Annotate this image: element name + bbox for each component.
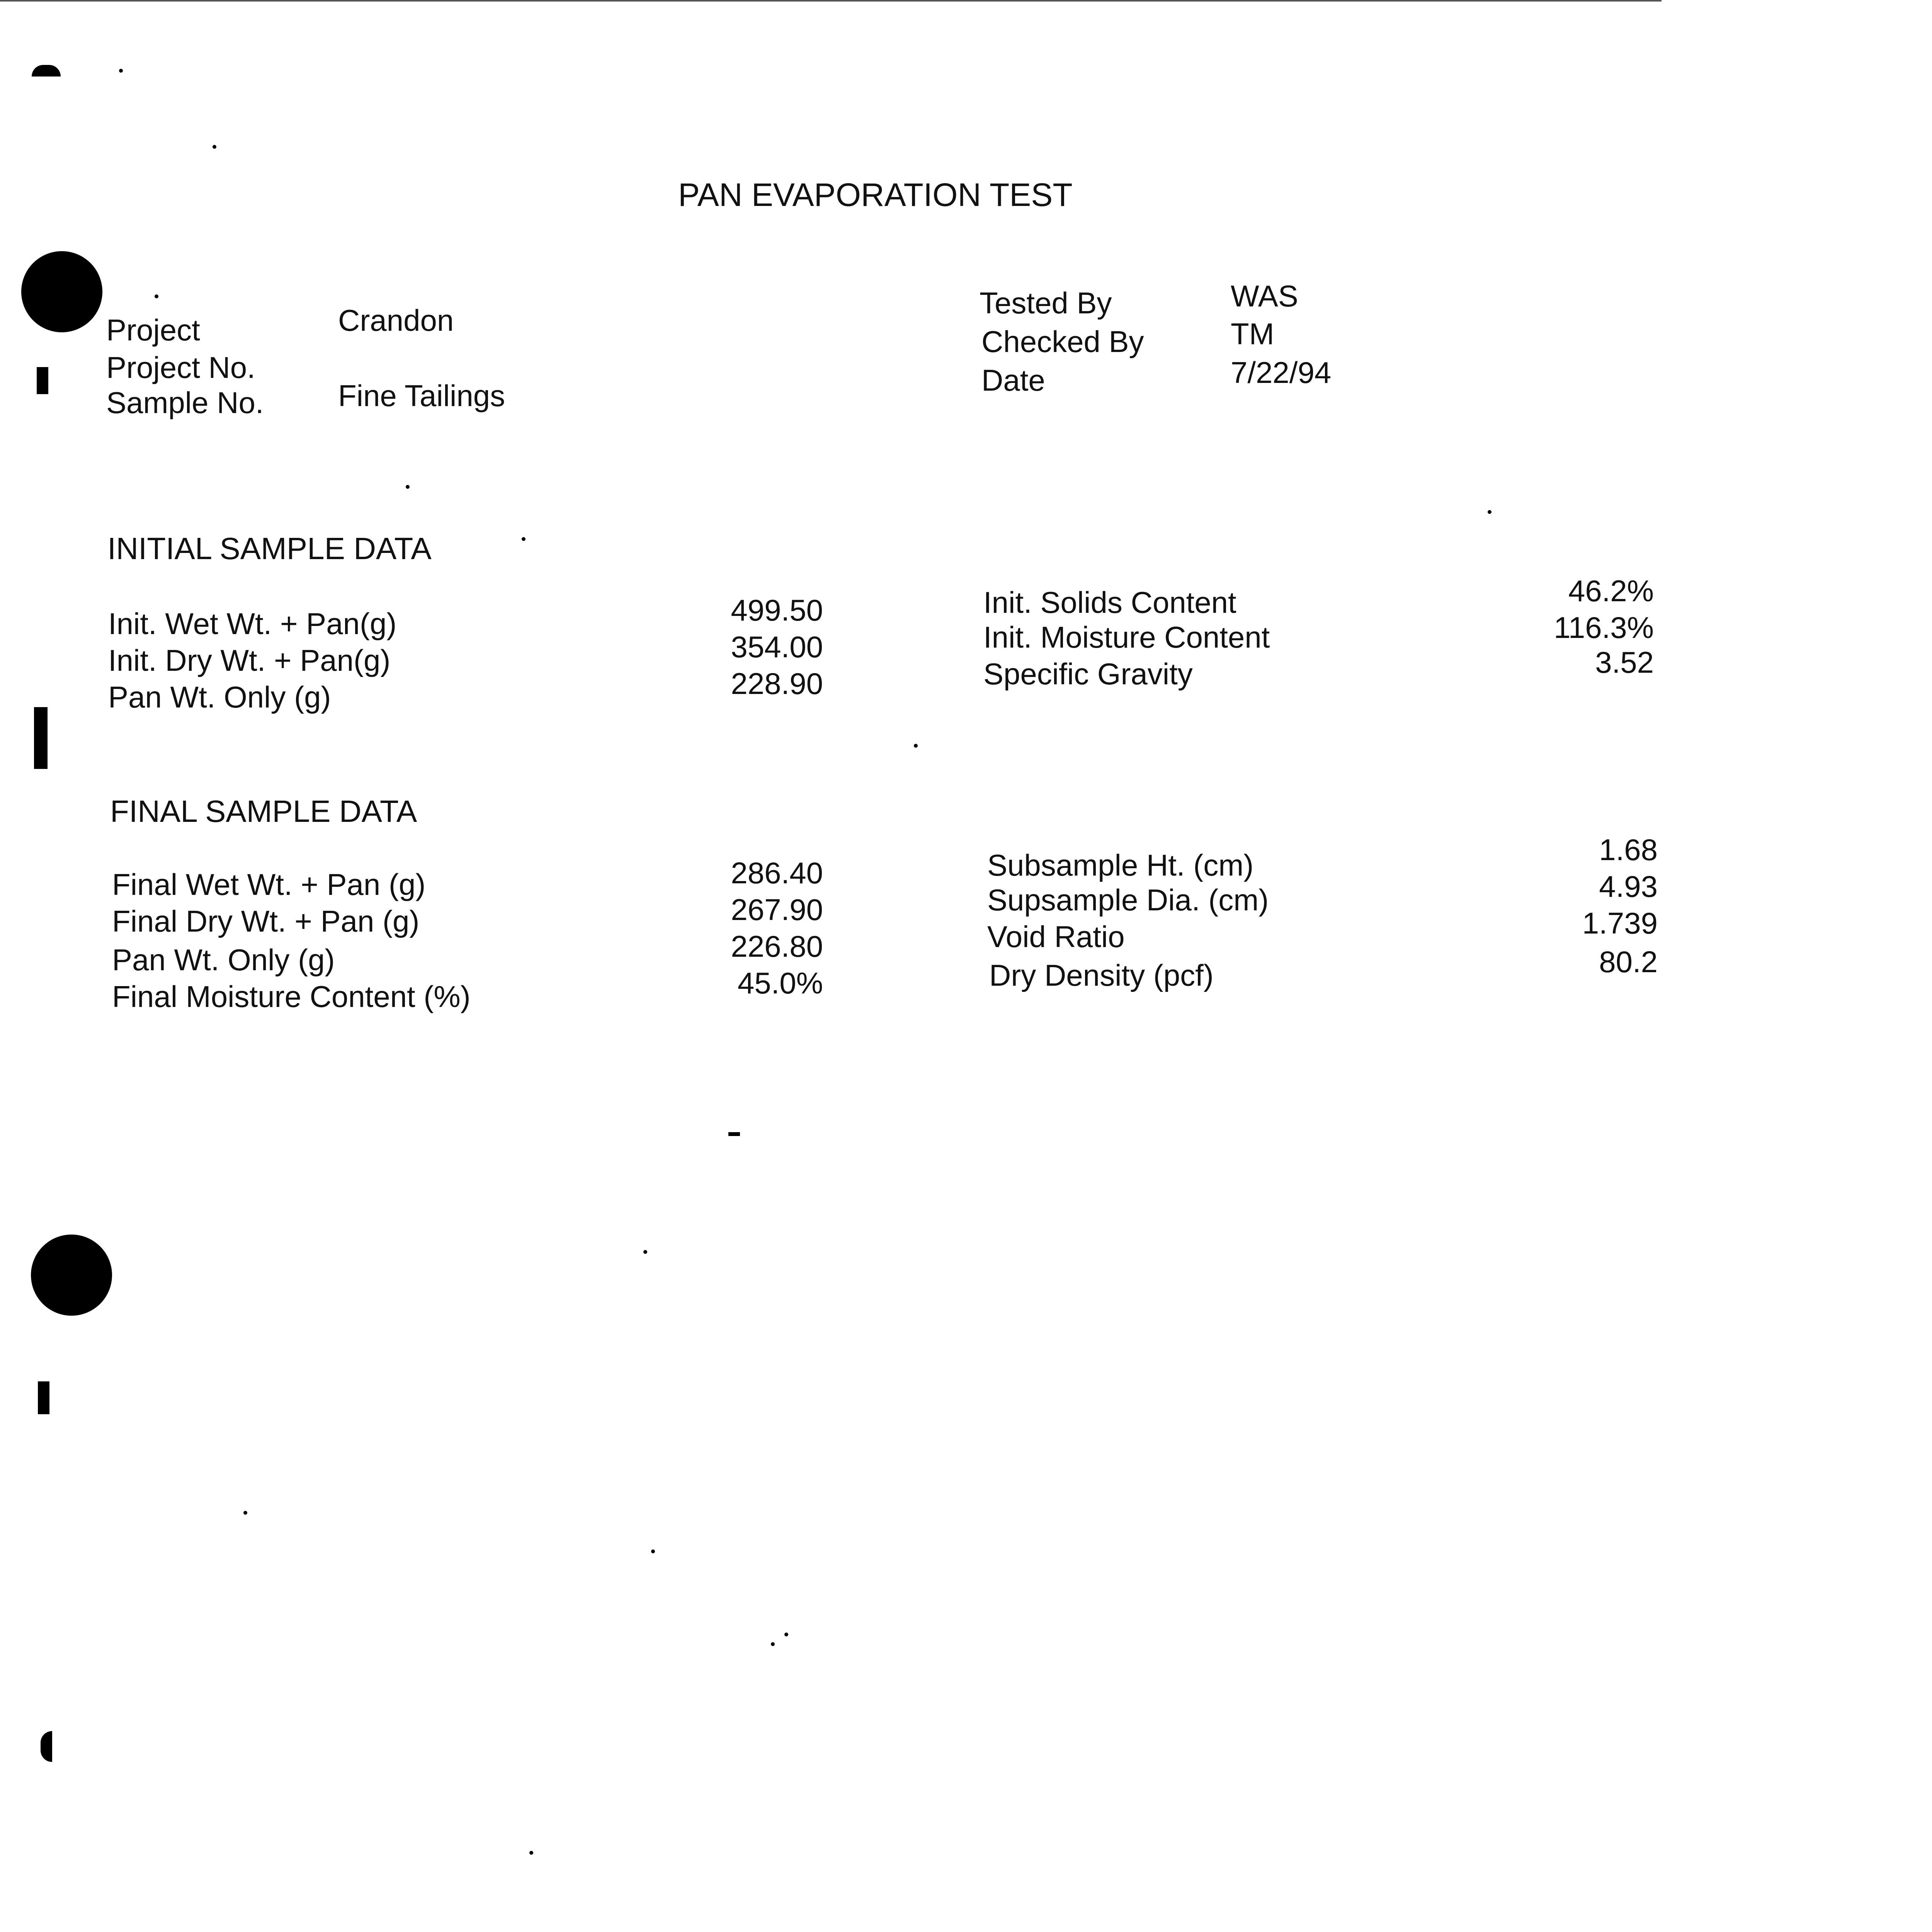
final-prop-value: 4.93 [1599,869,1658,903]
initial-row-value: 228.90 [731,667,823,701]
speck [522,537,526,541]
checked-by-value: TM [1231,317,1274,351]
initial-section-heading: INITIAL SAMPLE DATA [107,531,432,566]
speck [784,1633,788,1636]
checked-by-label: Checked By [981,325,1144,359]
final-row-label: Final Moisture Content (%) [112,980,471,1014]
speck [529,1851,533,1855]
final-prop-label: Supsample Dia. (cm) [987,883,1269,917]
final-row-value: 226.80 [731,929,823,963]
speck [406,485,410,489]
scan-mark [728,1132,740,1136]
scan-mark [41,1731,52,1762]
final-row-label: Final Dry Wt. + Pan (g) [112,904,420,938]
date-value: 7/22/94 [1231,355,1332,389]
punch-hole [31,1235,112,1316]
sample-no-label: Sample No. [106,386,264,420]
final-prop-label: Void Ratio [987,920,1125,954]
initial-prop-label: Init. Moisture Content [983,620,1270,654]
final-section-heading: FINAL SAMPLE DATA [110,794,417,828]
project-label: Project [106,313,200,347]
final-row-label: Final Wet Wt. + Pan (g) [112,867,426,901]
final-row-value: 45.0% [737,966,823,1000]
initial-prop-value: 116.3% [1554,611,1654,645]
final-prop-value: 80.2 [1599,945,1658,979]
speck [1488,510,1492,514]
scan-mark [37,367,48,394]
initial-row-value: 499.50 [731,593,823,627]
project-value: Crandon [338,303,454,337]
final-prop-label: Subsample Ht. (cm) [987,848,1254,882]
speck [119,69,123,73]
initial-row-label: Init. Wet Wt. + Pan(g) [108,607,397,641]
initial-row-label: Init. Dry Wt. + Pan(g) [108,643,391,677]
speck [213,145,216,149]
scan-mark [32,65,61,77]
final-row-label: Pan Wt. Only (g) [112,943,335,977]
final-row-value: 267.90 [731,893,823,927]
sample-no-value: Fine Tailings [338,379,505,413]
speck [155,294,158,298]
punch-hole [21,251,102,332]
scan-top-edge [0,0,1662,2]
final-prop-label: Dry Density (pcf) [989,958,1214,992]
speck [643,1250,647,1254]
scan-mark [38,1381,49,1414]
speck [771,1642,775,1646]
initial-row-value: 354.00 [731,630,823,664]
project-no-label: Project No. [106,350,255,384]
speck [914,744,918,748]
initial-prop-label: Specific Gravity [983,657,1193,691]
final-prop-value: 1.739 [1582,906,1658,940]
initial-prop-value: 3.52 [1595,645,1654,679]
date-label: Date [981,363,1045,397]
final-prop-value: 1.68 [1599,833,1658,867]
scan-mark [34,707,48,769]
initial-prop-value: 46.2% [1568,574,1654,608]
page-title: PAN EVAPORATION TEST [678,177,1073,213]
final-row-value: 286.40 [731,856,823,890]
tested-by-label: Tested By [980,286,1112,320]
tested-by-value: WAS [1231,279,1298,313]
initial-row-label: Pan Wt. Only (g) [108,680,331,714]
speck [243,1511,247,1515]
initial-prop-label: Init. Solids Content [983,585,1236,619]
speck [651,1549,655,1553]
